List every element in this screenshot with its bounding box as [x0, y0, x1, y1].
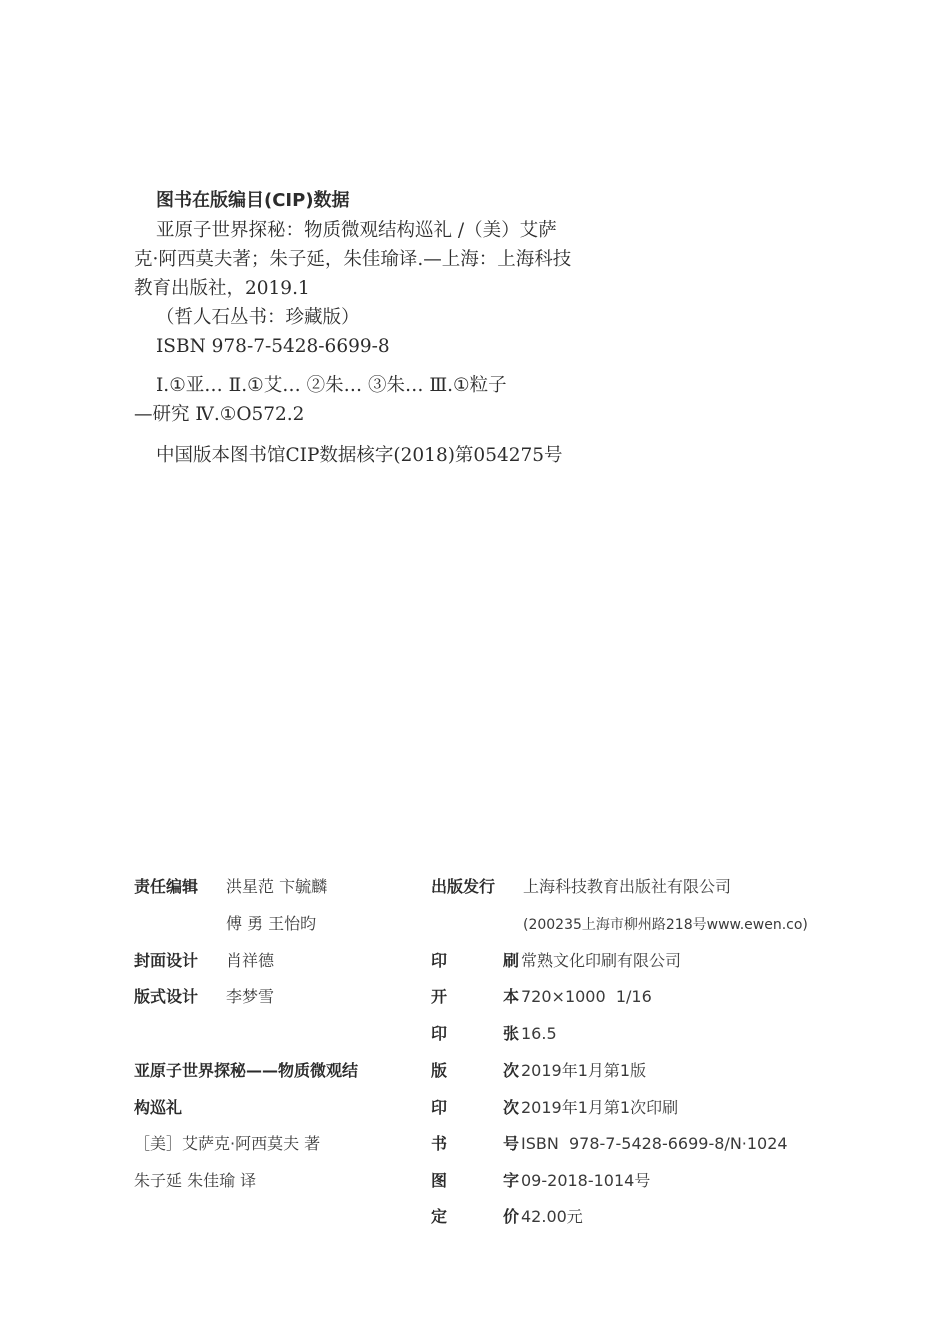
layout-design-label: 版式设计 — [134, 987, 199, 1006]
isbn-label: 书 号 — [431, 1134, 519, 1153]
cip-verification-line: 中国版本图书馆CIP数据核字(2018)第054275号 — [156, 445, 563, 466]
publisher-address-row — [431, 909, 808, 939]
isbn-row — [431, 1129, 788, 1159]
format-label: 开 本 — [431, 987, 519, 1006]
cip-publisher-line: 教育出版社，2019.1 — [134, 278, 310, 299]
cip-author-line: 克·阿西莫夫著；朱子延，朱佳瑜译.—上海：上海科技 — [134, 249, 572, 270]
layout-design-row — [134, 982, 274, 1012]
book-title-line-1: 亚原子世界探秘——物质微观结 — [134, 1061, 359, 1080]
editor-names-2: 傅 勇 王怡昀 — [226, 914, 317, 933]
publisher-address: (200235上海市柳州路218号www.ewen.co) — [523, 917, 808, 933]
cover-design-row — [134, 946, 274, 976]
printer-value: 常熟文化印刷有限公司 — [521, 951, 682, 970]
editor-label: 责任编辑 — [134, 877, 199, 896]
cover-design-label: 封面设计 — [134, 951, 199, 970]
sheets-label: 印 张 — [431, 1024, 519, 1043]
editor-row — [134, 872, 327, 902]
edition-value: 2019年1月第1版 — [521, 1061, 647, 1080]
printer-row — [431, 946, 681, 976]
printer-label: 印 刷 — [431, 951, 519, 970]
publisher-value: 上海科技教育出版社有限公司 — [523, 877, 732, 896]
price-row — [431, 1202, 583, 1232]
edition-label: 版 次 — [431, 1061, 519, 1080]
format-value: 720×1000 1/16 — [521, 987, 652, 1006]
sheets-row — [431, 1019, 557, 1049]
cip-title-line: 亚原子世界探秘：物质微观结构巡礼 /（美）艾萨 — [156, 220, 557, 241]
layout-design-value: 李梦雪 — [226, 987, 275, 1006]
editor-names-1: 洪星范 卞毓麟 — [226, 877, 328, 896]
isbn-value: ISBN 978-7-5428-6699-8/N·1024 — [521, 1134, 788, 1153]
impression-label: 印 次 — [431, 1098, 519, 1117]
cip-isbn-line: ISBN 978-7-5428-6699-8 — [156, 336, 390, 357]
impression-row — [431, 1093, 678, 1123]
format-row — [431, 982, 652, 1012]
contract-row — [431, 1166, 650, 1196]
price-value: 42.00元 — [521, 1207, 583, 1226]
editor-row-2 — [134, 909, 316, 939]
price-label: 定 价 — [431, 1207, 519, 1226]
translator-line: 朱子延 朱佳瑜 译 — [134, 1171, 257, 1190]
sheets-value: 16.5 — [521, 1024, 557, 1043]
cip-classification-line: Ⅰ.①亚… Ⅱ.①艾… ②朱… ③朱… Ⅲ.①粒子 — [156, 375, 507, 396]
publisher-row — [431, 872, 731, 902]
book-title-line-2: 构巡礼 — [134, 1098, 183, 1117]
contract-label: 图 字 — [431, 1171, 519, 1190]
cip-classification-line-2: —研究 Ⅳ.①O572.2 — [134, 404, 305, 425]
edition-row — [431, 1056, 646, 1086]
contract-value: 09-2018-1014号 — [521, 1171, 651, 1190]
cover-design-value: 肖祥德 — [226, 951, 275, 970]
publisher-label: 出版发行 — [431, 877, 496, 896]
author-line: ［美］艾萨克·阿西莫夫 著 — [134, 1134, 321, 1153]
cip-data-block — [134, 186, 654, 470]
impression-value: 2019年1月第1次印刷 — [521, 1098, 679, 1117]
cip-series-line: （哲人石丛书：珍藏版） — [156, 307, 360, 328]
cip-heading: 图书在版编目(CIP)数据 — [156, 190, 350, 211]
